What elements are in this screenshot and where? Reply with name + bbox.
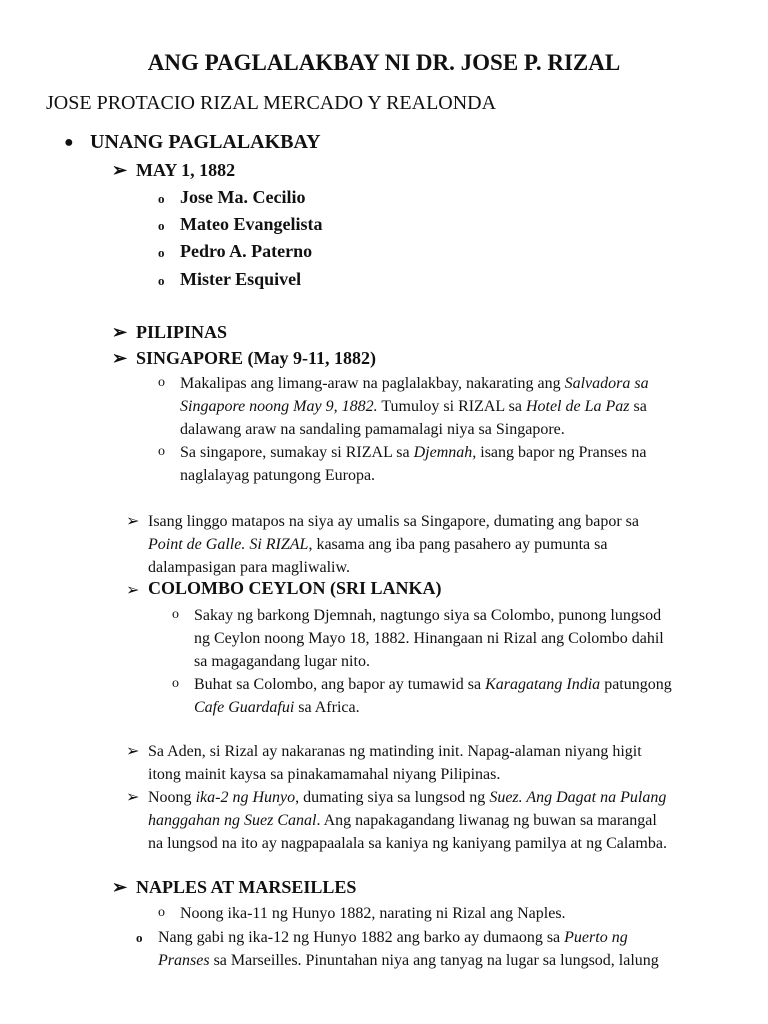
circle-icon: o — [158, 375, 165, 390]
arrow-icon: ➢ — [112, 877, 128, 897]
circle-icon: o — [158, 191, 165, 206]
suez-paragraph: Noong ika-2 ng Hunyo, dumating siya sa lungsod ng Suez. Ang Dagat na Pulang hanggahan ng Suez Canal. Ang napakagandang liwanag ng buwan sa marangal na lungsod na ito ay nagpapaalala sa kaniya ng kaniyang pamilya at ng Calamba. — [148, 789, 667, 852]
circle-icon: o — [158, 218, 165, 233]
companion-item: Mister Esquivel — [180, 269, 302, 289]
aden-paragraph: Sa Aden, si Rizal ay nakaranas ng matinding init. Napag-alaman niyang higit itong mainit kaysa sa pinakamamahal niyang Pilipinas. — [148, 743, 642, 783]
circle-icon: o — [158, 905, 165, 920]
arrow-icon: ➢ — [112, 348, 128, 368]
companion-item: Pedro A. Paterno — [180, 241, 313, 261]
arrow-icon: ➢ — [126, 789, 140, 806]
galle-paragraph: Isang linggo matapos na siya ay umalis sa Singapore, dumating ang bapor sa Point de Galle. Si RIZAL, kasama ang iba pang pasahero ay pumunta sa dalampasigan para magliwaliw. — [148, 513, 640, 576]
arrow-icon: ➢ — [112, 322, 128, 342]
colombo-paragraph-1: Sakay ng barkong Djemnah, nagtungo siya sa Colombo, punong lungsod ng Ceylon noong Mayo 18, 1882. Hinangaan ni Rizal ang Colombo dahil sa magagandang lugar nito. — [194, 607, 664, 670]
circle-icon: o — [172, 676, 179, 691]
singapore-paragraph-1: Makalipas ang limang-araw na paglalakbay, nakarating ang Salvadora sa Singapore noong May 9, 1882. Tumuloy si RIZAL sa Hotel de La Paz sa dalawang araw na sandaling pamamalagi niya sa Singapore. — [180, 375, 649, 438]
companion-item: Mateo Evangelista — [180, 214, 323, 234]
naples-paragraph-2: Nang gabi ng ika-12 ng Hunyo 1882 ang barko ay dumaong sa Puerto ng Pranses sa Marseilles. Pinuntahan niya ang tanyag na lugar sa lungsod, lalung — [158, 929, 659, 969]
circle-icon: o — [136, 930, 143, 945]
heading-date: MAY 1, 1882 — [136, 160, 236, 180]
heading-naples: NAPLES AT MARSEILLES — [136, 877, 357, 897]
arrow-icon: ➢ — [112, 160, 128, 180]
heading-pilipinas: PILIPINAS — [136, 322, 228, 342]
heading-singapore: SINGAPORE (May 9-11, 1882) — [136, 348, 376, 368]
section-unang: UNANG PAGLALAKBAY — [90, 131, 321, 153]
circle-icon: o — [158, 444, 165, 459]
page-title: ANG PAGLALAKBAY NI DR. JOSE P. RIZAL — [147, 50, 621, 75]
arrow-icon: ➢ — [126, 513, 140, 530]
singapore-paragraph-2: Sa singapore, sumakay si RIZAL sa Djemnah, isang bapor ng Pranses na naglalayag patungong Europa. — [180, 444, 647, 484]
companion-item: Jose Ma. Cecilio — [180, 187, 306, 207]
arrow-icon: ➢ — [126, 743, 140, 760]
circle-icon: o — [158, 273, 165, 288]
heading-colombo: COLOMBO CEYLON (SRI LANKA) — [148, 578, 442, 598]
colombo-paragraph-2: Buhat sa Colombo, ang bapor ay tumawid sa Karagatang India patungong Cafe Guardafui sa Africa. — [194, 676, 672, 716]
bullet-icon: ● — [64, 134, 74, 151]
naples-paragraph-1: Noong ika-11 ng Hunyo 1882, narating ni Rizal ang Naples. — [180, 905, 566, 922]
page-subtitle: JOSE PROTACIO RIZAL MERCADO Y REALONDA — [46, 92, 497, 114]
arrow-icon: ➢ — [126, 582, 140, 599]
circle-icon: o — [158, 245, 165, 260]
circle-icon: o — [172, 607, 179, 622]
